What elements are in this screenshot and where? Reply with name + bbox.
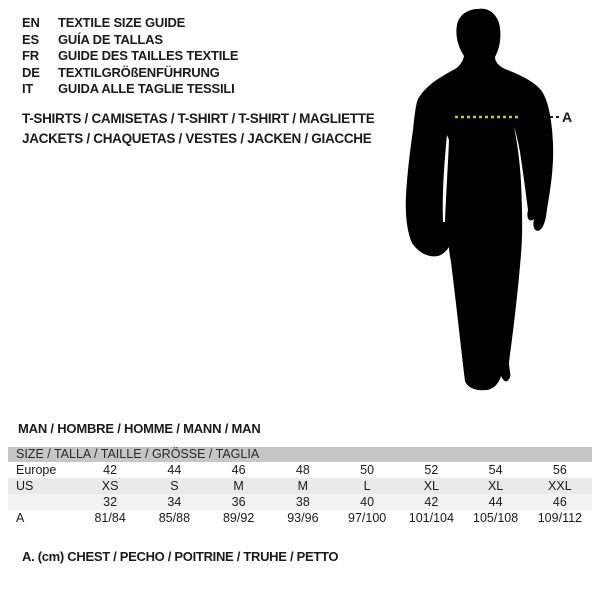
table-cell: M — [233, 479, 244, 493]
table-cell: 40 — [360, 495, 375, 509]
language-code: ES — [22, 31, 39, 47]
table-cell: 36 — [231, 495, 246, 509]
male-silhouette-icon — [400, 0, 600, 400]
table-cell: 42 — [103, 463, 118, 477]
table-cell: 97/100 — [348, 511, 387, 525]
table-cell: 56 — [552, 463, 567, 477]
table-row-a-chest — [8, 510, 592, 526]
table-cell: 34 — [167, 495, 182, 509]
table-cell: 89/92 — [222, 511, 255, 525]
table-cell: XXL — [548, 479, 572, 493]
footnote-chest-measure: A. (cm) CHEST / PECHO / POITRINE / TRUHE / PETTO — [22, 549, 339, 564]
table-cell: L — [363, 479, 371, 493]
category-block — [22, 109, 374, 149]
table-cell: 48 — [295, 463, 310, 477]
language-label: GUIDA ALLE TAGLIE TESSILI — [58, 81, 235, 97]
language-label: TEXTILE SIZE GUIDE — [58, 15, 186, 30]
table-cell: XL — [423, 479, 440, 493]
language-row-it — [22, 81, 238, 98]
row-label: Europe — [16, 463, 57, 477]
table-cell: 54 — [488, 463, 503, 477]
table-cell: 93/96 — [287, 511, 319, 525]
language-legend — [22, 15, 238, 98]
row-label: A — [16, 511, 25, 525]
language-row-en — [22, 15, 238, 32]
table-cell: 50 — [360, 463, 375, 477]
section-title-man: MAN / HOMBRE / HOMME / MANN / MAN — [18, 421, 261, 436]
table-cell: S — [170, 479, 179, 493]
language-label: GUIDE DES TAILLES TEXTILE — [58, 48, 239, 64]
size-table — [8, 447, 592, 526]
table-cell: 52 — [424, 463, 439, 477]
language-row-de — [22, 65, 238, 82]
silhouette-body — [406, 9, 553, 391]
category-line-jackets: JACKETS / CHAQUETAS / VESTES / JACKEN / GIACCHE — [22, 131, 372, 146]
table-cell: 46 — [552, 495, 567, 509]
table-cell: 42 — [424, 495, 439, 509]
category-line-tshirts: T-SHIRTS / CAMISETAS / T-SHIRT / T-SHIRT / MAGLIETTE — [22, 111, 375, 126]
table-cell: 44 — [167, 463, 182, 477]
table-cell: XS — [101, 479, 119, 493]
table-cell: 32 — [103, 495, 118, 509]
table-cell: M — [297, 479, 309, 493]
table-cell: 46 — [231, 463, 246, 477]
table-cell: 109/112 — [537, 511, 582, 525]
language-code: FR — [22, 48, 39, 64]
table-cell: 81/84 — [94, 511, 126, 525]
language-row-es — [22, 32, 238, 49]
table-row-europe — [8, 462, 592, 478]
row-label — [8, 494, 78, 510]
table-cell: XL — [487, 479, 504, 493]
table-row-us — [8, 478, 592, 494]
measure-label-a: A — [562, 109, 573, 125]
language-code: IT — [22, 81, 34, 97]
row-label: US — [16, 479, 34, 493]
table-cell: 101/104 — [408, 511, 454, 525]
size-table-header: SIZE / TALLA / TAILLE / GRÖSSE / TAGLIA — [8, 447, 592, 462]
table-cell: 85/88 — [158, 511, 191, 525]
language-label: GUÍA DE TALLAS — [58, 31, 163, 47]
table-cell: 44 — [488, 495, 503, 509]
table-cell: 105/108 — [473, 511, 519, 525]
language-label: TEXTILGRÖßENFÜHRUNG — [58, 64, 220, 80]
table-cell: 38 — [295, 495, 310, 509]
language-code: DE — [22, 64, 40, 80]
language-row-fr — [22, 48, 238, 65]
table-row-us-numeric — [8, 494, 592, 510]
language-code: EN — [22, 15, 40, 30]
male-silhouette-figure — [400, 0, 600, 400]
